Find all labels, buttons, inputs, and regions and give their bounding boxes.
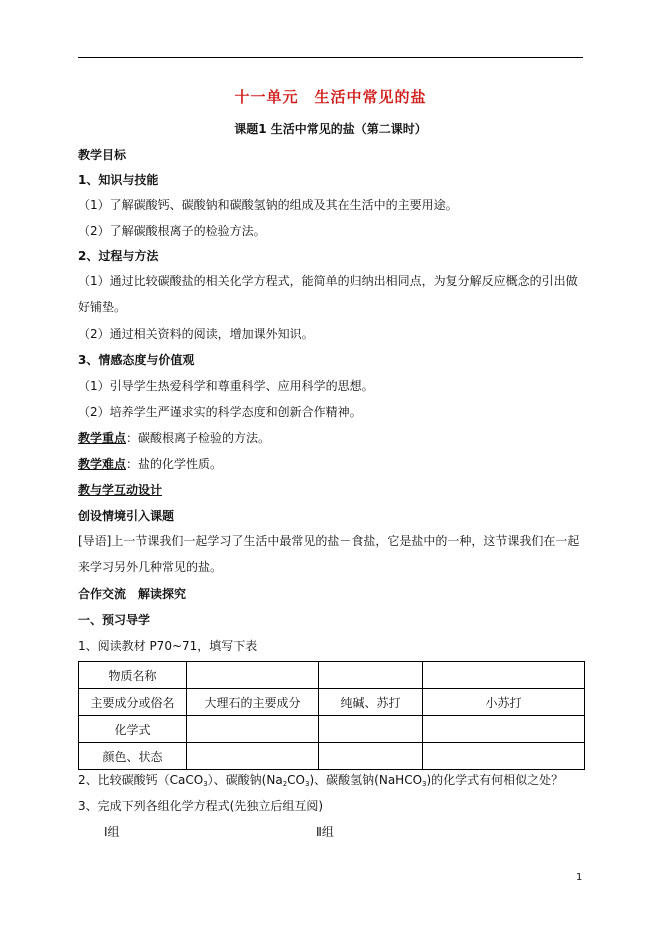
task-3: 3、完成下列各组化学方程式(先独立后组互阅) bbox=[78, 799, 323, 813]
emotion-heading: 3、情感态度与价值观 bbox=[78, 353, 195, 367]
table-row bbox=[79, 716, 585, 743]
key-point-label: 教学重点 bbox=[78, 431, 127, 445]
emotion-item: （1）引导学生热爱科学和尊重科学、应用科学的思想。 bbox=[78, 379, 374, 393]
knowledge-item: （2）了解碳酸根离子的检验方法。 bbox=[78, 224, 266, 238]
table-cell: 化学式 bbox=[79, 716, 187, 743]
subscript: 3 bbox=[305, 780, 310, 788]
formula-caco3: CaCO bbox=[169, 773, 204, 787]
key-point-text: ：碳酸根离子检验的方法。 bbox=[126, 431, 271, 445]
intro-paragraph: [导语]上一节课我们一起学习了生活中最常见的盐－食盐，它是盐中的一种，这节课我们在一起来学习另外几种常见的盐。 bbox=[78, 534, 580, 574]
table-cell bbox=[319, 743, 423, 770]
formula-na2co3: Na bbox=[266, 773, 283, 787]
group-1-label: Ⅰ组 bbox=[104, 825, 120, 839]
task-2-text: )、碳酸氢钠( bbox=[309, 773, 379, 787]
group-2-label: Ⅱ组 bbox=[316, 825, 334, 839]
header-rule bbox=[78, 57, 583, 58]
table-cell: 小苏打 bbox=[423, 689, 585, 716]
task-2-text: )的化学式有何相似之处？ bbox=[426, 773, 564, 787]
scene-heading: 创设情境引入课题 bbox=[78, 509, 175, 523]
process-item-1: （1）通过比较碳酸盐的相关化学方程式，能简单的归纳出相同点，为复分解反应概念的引出做好铺垫。 bbox=[78, 274, 578, 314]
preview-heading: 一、预习导学 bbox=[78, 613, 151, 627]
process-item-2: （2）通过相关资料的阅读，增加课外知识。 bbox=[78, 327, 314, 341]
goals-heading: 教学目标 bbox=[78, 148, 127, 162]
knowledge-item: （1）了解碳酸钙、碳酸钠和碳酸氢钠的组成及其在生活中的主要用途。 bbox=[78, 198, 458, 212]
difficulty-text: ：盐的化学性质。 bbox=[126, 457, 223, 471]
subscript: 3 bbox=[203, 780, 208, 788]
page-number: 1 bbox=[576, 872, 583, 883]
table-cell bbox=[187, 662, 319, 689]
formula-nahco3: NaHCO bbox=[378, 773, 423, 787]
table-row bbox=[79, 743, 585, 770]
table-cell bbox=[423, 743, 585, 770]
page-title: 十一单元 生活中常见的盐 bbox=[234, 88, 427, 106]
task-2-text: ）、碳酸钠( bbox=[207, 773, 267, 787]
task-2-text: 2、比较碳酸钙（ bbox=[78, 773, 170, 787]
table-cell: 大理石的主要成分 bbox=[187, 689, 319, 716]
table-row bbox=[79, 689, 585, 716]
knowledge-heading: 1、知识与技能 bbox=[78, 173, 159, 187]
table-cell bbox=[423, 716, 585, 743]
coop-heading: 合作交流 解读探究 bbox=[78, 587, 187, 601]
difficulty bbox=[78, 457, 222, 471]
difficulty-label: 教学难点 bbox=[78, 457, 127, 471]
table-cell: 主要成分或俗名 bbox=[79, 689, 187, 716]
process-heading: 2、过程与方法 bbox=[78, 249, 159, 263]
subscript: 3 bbox=[422, 780, 427, 788]
key-point bbox=[78, 431, 270, 445]
table-cell bbox=[423, 662, 585, 689]
lesson-subtitle: 课题1 生活中常见的盐（第二课时） bbox=[234, 122, 427, 136]
table-cell: 颜色、状态 bbox=[79, 743, 187, 770]
formula-na2co3: CO bbox=[287, 773, 305, 787]
table-cell: 物质名称 bbox=[79, 662, 187, 689]
table-cell bbox=[319, 716, 423, 743]
task-2 bbox=[78, 773, 563, 791]
table-cell bbox=[187, 743, 319, 770]
task-1: 1、阅读教材 P70~71，填写下表 bbox=[78, 639, 258, 653]
design-heading: 教与学互动设计 bbox=[78, 483, 163, 497]
emotion-item: （2）培养学生严谨求实的科学态度和创新合作精神。 bbox=[78, 405, 362, 419]
table-cell bbox=[187, 716, 319, 743]
table-cell bbox=[319, 662, 423, 689]
table-cell: 纯碱、苏打 bbox=[319, 689, 423, 716]
substance-table bbox=[78, 661, 585, 770]
table-row bbox=[79, 662, 585, 689]
subscript: 2 bbox=[282, 780, 288, 788]
